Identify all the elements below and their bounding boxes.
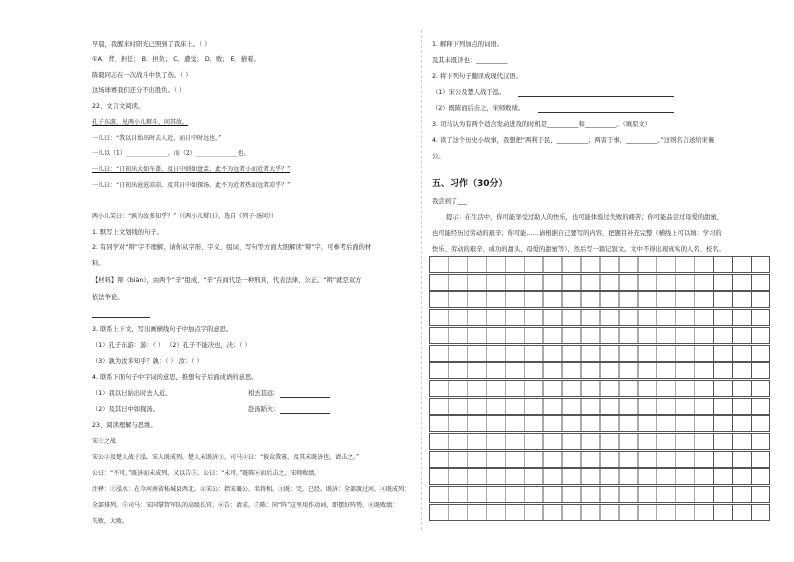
section-title: 五、习作（30分） [432,179,508,189]
classical-text-line: 宋①之战 [92,438,117,445]
classical-text-line: 一儿以（1）______________，而（2）______________也。 [92,150,250,157]
material-line: 【材料】辩（biàn），由两个“辛”组成，“辛”在商代是一种刑具，代表法律、公正。“辩”就是双方 [92,277,362,284]
essay-hint-line: 也可能经历过劳动的艰辛；你可能……请根据自己要写的内容，把题目补充完整（横线上可以填：学习的 [432,230,722,237]
writing-grid-row[interactable] [429,433,770,450]
text-line: 陈毅同志在一次战斗中负了伤。（ ） [92,72,192,79]
text-line: 这场球赛我们还分不出胜负。（ ） [92,87,186,94]
classical-text-line: 一儿曰：“我以日始出时去人近，而日中时远也。” [92,135,222,142]
classical-text-line: 两小儿笑曰：“孰为汝多知乎？”（《两小儿辩日》，选自《列子·汤问》） [92,213,278,220]
classical-text-line: 孔子东游，见两小儿辩斗，问其故。 [92,119,189,126]
question-line: 1. 默写上文划线的句子。 [92,229,163,236]
answer-blank[interactable] [518,96,674,97]
classical-text-line: 宋公②及楚人战于泓。宋人既成列，楚人未既济③。司马④曰：“彼众我寡，及其未既济也，请击之。” [92,454,360,461]
writing-grid-row[interactable] [429,415,770,432]
writing-grid-row[interactable] [429,398,770,415]
writing-grid-row[interactable] [429,504,770,521]
question-line: （3）孰为汝多知乎？孰：（ ） 汝：（ ） [92,358,203,365]
text-line: 早晨，我醒来时阳光已照到了我床上。（ ） [92,41,211,48]
writing-grid-row[interactable] [429,327,770,344]
question-line: 料。 [92,260,105,267]
writing-grid-row[interactable] [429,362,770,379]
essay-title-prompt: 我尝到了___ [432,198,467,205]
question-line: 4. 读了这个历史小故事，我想把“两利于民，__________；两害于事，__________。”这则名言送给宋襄 [432,137,715,144]
classical-text-line: 一儿曰：“日初出沧沧凉凉，及其日中如探汤，此不为近者热而远者凉乎？” [92,182,291,189]
writing-grid-row[interactable] [429,380,770,397]
annotation-line: 全部排列。⑤司马：宋国掌管军队的高级长官。⑥告：请求。⑦陈：同“阵”这里用作动词，即摆好阵势。⑧既败绩： [92,502,399,509]
question-line: 3. 联系上下文，写出画横线句子中加点字的意思。 [92,326,233,333]
question-line: 2. 有同学对“辩”字不理解，请你从字形、字义、组词、写句等方面大胆解读“辩”字，可参考后面的材 [92,244,372,251]
question-line: （1）我以日始出时去人近。 [92,390,172,397]
question-line: 2. 将下列句子翻译成现代汉语。 [432,73,522,80]
answer-blank[interactable] [280,397,330,398]
annotation-line: 注释：①泓水：在今河南省柘城县西北。②宋公：指宋襄公。名将相。③既：完，已经。既济：全部渡过河。④既成列： [92,486,411,493]
writing-grid[interactable] [429,256,770,522]
question-line: （1）孔子东游：游：（ ） （2）孔子不能决也，决：（ ） [92,342,251,349]
question-line: （2）既陈而后击之，宋师败绩。 [432,105,525,112]
material-line: 依法争论。 [92,294,124,301]
answer-blank[interactable] [538,112,674,113]
answer-blank[interactable] [280,413,330,414]
writing-grid-row[interactable] [429,256,770,273]
writing-grid-row[interactable] [429,309,770,326]
answer-blank[interactable] [92,317,150,318]
writing-grid-row[interactable] [429,468,770,485]
question-line: 4. 联系下面句子中字词的意思，推想句子后面成语的意思。 [92,374,258,381]
question-line: （2）及其日中如探汤。 [92,406,159,413]
essay-hint-line: 快乐、劳动的艰辛、成功的甜头、母爱的甜蜜等），然后写一篇记叙文。文中不得出现真实的人名、校名。 [432,246,725,253]
essay-hint-line: 提示：在生活中，你可能享受过助人的快乐，也可能体验过失败的痛苦；你可能品尝过母爱的甜蜜， [446,214,724,221]
question-title: 22、文言文阅读。 [92,103,145,110]
question-line: 公。 [432,153,445,160]
writing-grid-row[interactable] [429,486,770,503]
writing-grid-row[interactable] [429,451,770,468]
question-title: 23、阅读理解与思维。 [92,422,157,429]
question-line: 1. 解释下列加点的词语。 [432,41,503,48]
question-line: 3. 司马认为有两个适合发动进攻的时机是__________和__________。（填原文） [432,121,651,128]
writing-grid-row[interactable] [429,274,770,291]
question-line: （1）宋公及楚人战于泓。 [432,89,506,96]
writing-grid-row[interactable] [429,345,770,362]
classical-text-line: 一儿曰：“日初出大如车盖，及日中则如盘盂，此不为远者小而近者大乎？” [92,166,291,173]
classical-text-line: 公曰：“不可。”既济而未成列，又以告⑤。公曰：“未可。”既陈⑥而后击之，宋师败绩。 [92,470,321,477]
writing-grid-row[interactable] [429,291,770,308]
idiom-label: 赴汤蹈火： [248,406,280,413]
annotation-line: 失败，大败。 [92,518,129,525]
text-line: ①A．背、担任； B．担负； C．遭受； D．败； E．猜着。 [92,56,260,63]
question-line: 及其未既济也：__________ [432,57,508,64]
column-divider [421,30,422,530]
idiom-label: 相去甚远： [248,390,280,397]
